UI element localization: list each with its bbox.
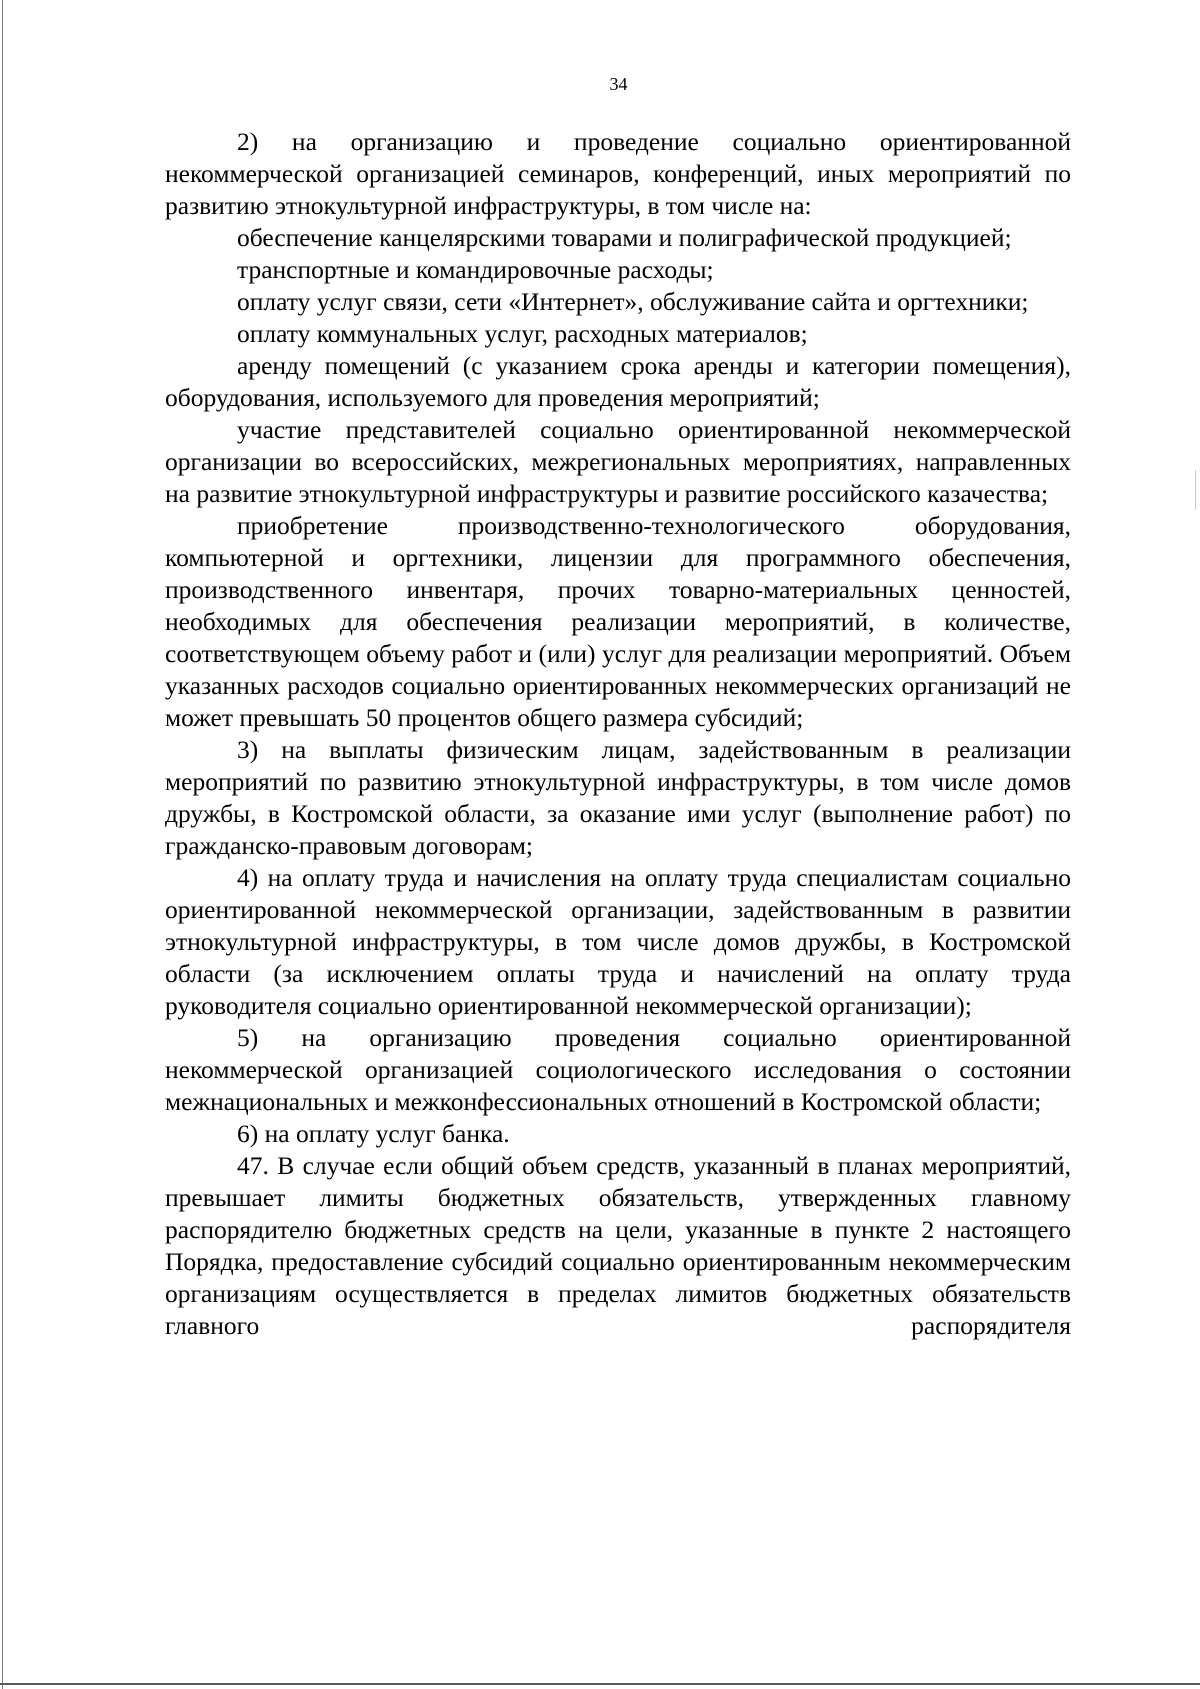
paragraph-item-4: 4) на оплату труда и начисления на оплату труда специалистам социально ориентированной некоммерческой организации, задействованным в развитии этнокультурной инфраструктуры, в том числе домов дружбы, в Костромской области (за исключением оплаты труда и начислений на оплату труда руководителя социально ориентированной некоммерческой организации);: [165, 863, 1071, 1020]
paragraph-item-2: 2) на организацию и проведение социально ориентированной некоммерческой организацией семинаров, конференций, иных мероприятий по развитию этнокультурной инфраструктуры, в том числе на:: [165, 127, 1071, 220]
paragraph-utilities: оплату коммунальных услуг, расходных материалов;: [237, 319, 808, 348]
paragraph-item-6: 6) на оплату услуг банка.: [237, 1119, 510, 1148]
scan-artifact: [1195, 470, 1196, 510]
paragraph-equipment-purchase: приобретение производственно-технологического оборудования, компьютерной и оргтехники, лицензии для программного обеспечения, производственного инвентаря, прочих товарно-материальных ценностей, необходимых для обеспечения реализации мероприятий, в количестве, соответствующем объему работ и (или) услуг для реализации мероприятий. Объем указанных расходов социально ориентированных некоммерческих организаций не может превышать 50 процентов общего размера субсидий;: [165, 511, 1071, 732]
paragraph-premises-rent: аренду помещений (с указанием срока аренды и категории помещения), оборудования, используемого для проведения мероприятий;: [165, 351, 1071, 412]
paragraph-event-participation: участие представителей социально ориентированной некоммерческой организации во всероссийских, межрегиональных мероприятиях, направленных на развитие этнокультурной инфраструктуры и развитие российского казачества;: [165, 415, 1071, 508]
paragraph-communication-services: оплату услуг связи, сети «Интернет», обслуживание сайта и оргтехники;: [237, 287, 1029, 316]
scan-border-bottom: [0, 1683, 1200, 1685]
page-number: 34: [609, 74, 628, 94]
paragraph-item-3: 3) на выплаты физическим лицам, задействованным в реализации мероприятий по развитию этнокультурной инфраструктуры, в том числе домов дружбы, в Костромской области, за оказание ими услуг (выполнение работ) по гражданско-правовым договорам;: [165, 735, 1071, 860]
document-body: [165, 126, 1071, 1342]
paragraph-47: 47. В случае если общий объем средств, указанный в планах мероприятий, превышает лимиты бюджетных обязательств, утвержденных главному распорядителю бюджетных средств на цели, указанные в пункте 2 настоящего Порядка, предоставление субсидий социально ориентированным некоммерческим организациям осуществляется в пределах лимитов бюджетных обязательств главного распорядителя: [165, 1151, 1071, 1340]
scan-border-left: [2, 0, 3, 1689]
paragraph-item-5: 5) на организацию проведения социально ориентированной некоммерческой организацией социологического исследования о состоянии межнациональных и межконфессиональных отношений в Костромской области;: [165, 1023, 1071, 1116]
paragraph-transport-expenses: транспортные и командировочные расходы;: [237, 255, 714, 284]
paragraph-office-supplies: обеспечение канцелярскими товарами и полиграфической продукцией;: [237, 223, 1012, 252]
